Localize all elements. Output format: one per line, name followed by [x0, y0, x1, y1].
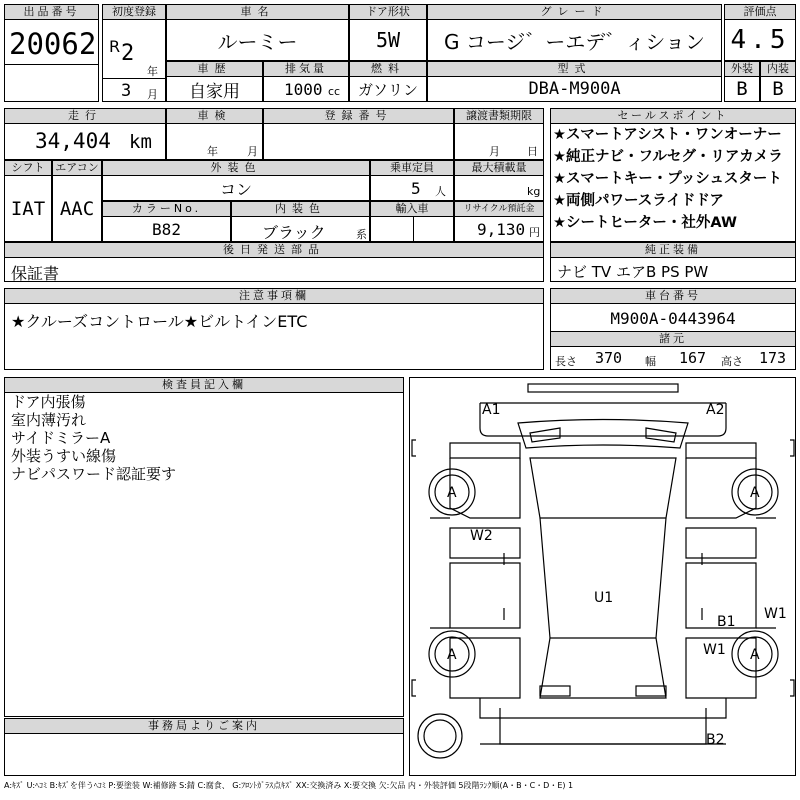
width-value: 167: [679, 349, 707, 367]
damage-mark: A: [750, 485, 760, 501]
damage-mark: A1: [482, 402, 501, 418]
car-name-cell: [166, 4, 349, 61]
inspector-box: [4, 377, 404, 717]
year-unit: 年: [147, 65, 158, 78]
exterior-color-label: 外装色: [103, 161, 369, 176]
plate-number-label: 登録番号: [264, 109, 453, 124]
sales-point-item: ★純正ナビ・フルセグ・リアカメラ: [553, 149, 783, 165]
lot-number-cell: [4, 4, 99, 102]
score-value: 4.5: [730, 25, 790, 55]
sales-point-item: ★スマートアシスト・ワンオーナー: [553, 127, 782, 143]
damage-mark: A: [750, 647, 760, 663]
inspector-line: ドア内張傷: [11, 393, 86, 411]
office-box: [4, 718, 404, 776]
damage-mark: B1: [717, 614, 736, 630]
sales-points-label: セールスポイント: [551, 109, 795, 124]
transfer-month-unit: 月: [489, 145, 500, 158]
inspector-label: 検査員記入欄: [5, 378, 403, 393]
damage-mark: W1: [764, 606, 787, 622]
dimensions-label: 諸元: [551, 331, 795, 347]
car-name-label: 車名: [167, 5, 348, 20]
equipment-label: 純正装備: [551, 243, 795, 258]
aircon-label: エアコン: [53, 161, 101, 176]
grade-cell: [427, 4, 722, 61]
import-label: 輸入車: [371, 202, 453, 217]
year-value: 2: [121, 41, 135, 66]
width-label: 幅: [645, 355, 656, 368]
later-parts-value: 保証書: [11, 264, 60, 282]
mileage-label: 走行: [5, 109, 165, 124]
damage-mark: A2: [706, 402, 725, 418]
recycle-value: 9,130: [477, 220, 526, 239]
capacity-value: 5: [411, 179, 421, 198]
color-number-value: B82: [152, 219, 181, 239]
door-cell: [349, 4, 427, 61]
chassis-box: [550, 288, 796, 370]
lot-number-value: 20062: [9, 27, 97, 61]
exterior-color-value: コン: [219, 179, 252, 199]
inspection-month-unit: 月: [247, 145, 258, 158]
max-load-cell: [454, 160, 544, 201]
exterior-grade-value: B: [736, 78, 748, 100]
fuel-cell: [349, 61, 427, 102]
history-cell: [166, 61, 263, 102]
transfer-deadline-cell: [454, 108, 544, 160]
fuel-label: 燃料: [350, 62, 426, 77]
plate-number-cell: [263, 108, 454, 160]
recycle-cell: [454, 201, 544, 242]
fuel-value: ガソリン: [357, 80, 418, 99]
later-parts-label: 後日発送部品: [5, 243, 543, 258]
interior-color-suffix: 系: [356, 228, 367, 241]
door-value: 5W: [375, 28, 401, 52]
history-label: 車歴: [167, 62, 262, 77]
door-label: ドア形状: [350, 5, 426, 20]
inspector-line: サイドミラーA: [11, 429, 111, 447]
exterior-grade-label: 外装: [725, 62, 759, 77]
displacement-label: 排気量: [264, 62, 348, 77]
inspection-label: 車検: [167, 109, 262, 124]
shift-label: シフト: [5, 161, 51, 176]
notes-box: [4, 288, 544, 370]
notes-label: 注意事項欄: [5, 289, 543, 304]
model-value: DBA-M900A: [528, 79, 621, 99]
car-name-value: ルーミー: [217, 29, 298, 54]
sales-point-item: ★シートヒーター・社外AW: [553, 215, 737, 231]
displacement-unit: cc: [328, 85, 341, 98]
aircon-value: AAC: [59, 198, 95, 220]
interior-grade-cell: [760, 61, 796, 102]
transfer-deadline-label: 譲渡書類期限: [455, 109, 543, 124]
max-load-unit: kg: [527, 185, 541, 198]
score-label: 評価点: [725, 5, 795, 20]
chassis-value: M900A-0443964: [610, 308, 736, 328]
grade-value: G コージ゛ーエデ゛ィション: [443, 29, 706, 54]
score-cell: [724, 4, 796, 61]
inspection-year-unit: 年: [207, 145, 218, 158]
car-outline-diagram: [410, 378, 796, 776]
color-number-cell: [102, 201, 231, 242]
displacement-value: 1000: [284, 80, 323, 99]
office-label: 事務局よりご案内: [5, 719, 403, 734]
transfer-day-unit: 日: [527, 145, 538, 158]
length-label: 長さ: [555, 355, 577, 368]
interior-grade-label: 内装: [761, 62, 795, 77]
inspector-line: 室内薄汚れ: [11, 411, 87, 429]
mileage-value: 34,404: [35, 129, 111, 153]
model-cell: [427, 61, 722, 102]
damage-mark: W2: [470, 528, 493, 544]
history-value: 自家用: [189, 81, 240, 102]
sales-point-item: ★両側パワースライドドア: [553, 193, 724, 209]
damage-mark: B2: [706, 732, 725, 748]
interior-color-value: ブラック: [262, 223, 326, 242]
import-cell: [370, 201, 454, 242]
damage-mark: W1: [703, 642, 726, 658]
first-registration-cell: [102, 4, 166, 102]
mileage-cell: [4, 108, 166, 160]
interior-color-cell: [231, 201, 370, 242]
height-label: 高さ: [721, 355, 743, 368]
chassis-label: 車台番号: [551, 289, 795, 304]
color-number-label: カラーNo.: [103, 202, 230, 217]
aircon-cell: [52, 160, 102, 242]
recycle-unit: 円: [529, 226, 540, 239]
damage-mark: U1: [594, 590, 614, 606]
first-registration-label: 初度登録: [103, 5, 165, 20]
recycle-label: リサイクル預託金: [455, 202, 543, 217]
legend-footer: A:ｷｽﾞ U:ﾍｺﾐ B:ｷｽﾞを伴うﾍｺﾐ P:要塗装 W:補修跡 S:錆 C:腐食、 G:ﾌﾛﾝﾄｶﾞﾗｽ点ｷｽﾞ XX:交換済み X:要交換 欠:欠品 内・外装評価 5段階ﾗﾝｸ順(A・B・C・D・E) 1: [4, 781, 574, 790]
sales-point-item: ★スマートキー・プッシュスタート: [553, 171, 782, 187]
shift-value: IAT: [10, 198, 46, 220]
equipment-cell: [550, 242, 796, 282]
month-unit: 月: [147, 88, 158, 101]
exterior-color-cell: [102, 160, 370, 201]
grade-label: グレード: [428, 5, 721, 20]
damage-diagram: [409, 377, 796, 776]
damage-mark: A: [447, 485, 457, 501]
height-value: 173: [759, 349, 787, 367]
exterior-grade-cell: [724, 61, 760, 102]
interior-grade-value: B: [772, 78, 784, 100]
later-parts-cell: [4, 242, 544, 282]
max-load-label: 最大積載量: [455, 161, 543, 176]
month-value: 3: [121, 81, 132, 101]
mileage-unit: km: [129, 131, 152, 153]
inspector-line: ナビパスワード認証要す: [11, 465, 177, 483]
equipment-value: ナビ TV エアB PS PW: [557, 263, 709, 281]
interior-color-label: 内装色: [232, 202, 369, 217]
damage-mark: A: [447, 647, 457, 663]
inspection-cell: [166, 108, 263, 160]
inspector-line: 外装うすい線傷: [11, 447, 117, 465]
capacity-label: 乗車定員: [371, 161, 453, 176]
lot-number-label: 出品番号: [5, 5, 98, 20]
displacement-cell: [263, 61, 349, 102]
capacity-unit: 人: [435, 185, 446, 198]
model-label: 型式: [428, 62, 721, 77]
shift-cell: [4, 160, 52, 242]
era-value: R: [109, 37, 121, 56]
length-value: 370: [595, 349, 623, 367]
capacity-cell: [370, 160, 454, 201]
sales-points-box: [550, 108, 796, 242]
notes-value: ★クルーズコントロール★ビルトインETC: [11, 312, 308, 331]
